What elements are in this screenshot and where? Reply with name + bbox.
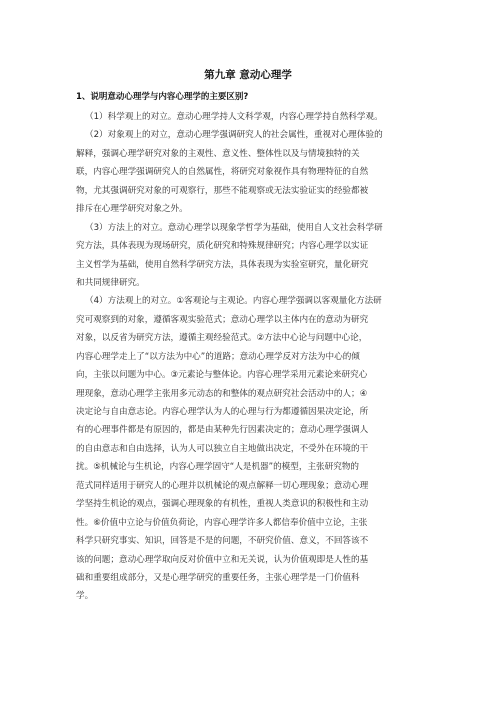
chapter-title: 第九章 意动心理学: [204, 69, 292, 81]
text-line: 决定论与自由意志论。内容心理学认为人的心理与行为都遵循因果决定论，所: [76, 407, 369, 417]
text-line: 科学只研究事实、知识，回答是不是的问题，不研究价值、意义，不回答该不: [76, 536, 369, 547]
text-line: （2）对象观上的对立，意动心理学强调研究人的社会属性，重视对心理体验的: [85, 130, 383, 141]
text-line: 性。⑥价值中立论与价值负荷论，内容心理学许多人都信奉价值中立论，主张: [76, 517, 368, 528]
text-line: （3）方法上的对立。意动心理学以现象学哲学为基础，使用自人文社会科学研: [85, 222, 383, 233]
answer-body: [76, 108, 426, 606]
text-line: 解释，强调心理学研究对象的主观性、意义性、整体性以及与情境独特的关: [76, 148, 360, 159]
text-line: 排斥在心理学研究对象之外。: [76, 204, 188, 215]
text-line: （4）方法观上的对立。①客观论与主观论。内容心理学强调以客观量化方法研: [85, 296, 382, 307]
text-line: 有的心理事件都是有原因的，都是由某种先行因素决定的；意动心理学强调人: [76, 425, 369, 436]
text-line: 联，内容心理学强调研究人的自然属性，将研究对象视作具有物理特征的自然: [76, 167, 369, 178]
text-line: 对象，以反省为研究方法，遵循主观经验范式。②方法中心论与问题中心论，: [76, 333, 368, 344]
text-line: 主义哲学为基础，使用自然科学研究方法，具体表现为实验室研究，量化研究: [76, 259, 369, 270]
text-line: 物，尤其强调研究对象的可观察行，那些不能观察或无法实验证实的经验都被: [76, 185, 369, 196]
text-line: 向，主张以问题为中心。③元素论与整体论。内容心理学采用元素论来研究心: [76, 370, 368, 381]
text-line: 理现象，意动心理学主张用多元动态的和整体的观点研究社会活动中的人；④: [76, 388, 368, 399]
text-line: 究可观察到的对象，遵循客观实验范式；意动心理学以主体内在的意动为研究: [76, 314, 369, 325]
text-line: 学。: [76, 591, 94, 602]
text-line: 内容心理学走上了“以方法为中心”的道路；意动心理学反对方法为中心的倾: [76, 351, 360, 362]
text-line: 和共同规律研究。: [76, 277, 145, 288]
text-line: 学坚持生机论的观点，强调心理现象的有机性，重视人类意识的积极性和主动: [76, 499, 369, 510]
text-line: 究方法，具体表现为现场研究，质化研究和特殊规律研究；内容心理学以实证: [76, 241, 369, 252]
text-line: 的自由意志和自由选择，认为人可以独立自主地做出决定，不受外在环境的干: [76, 443, 369, 454]
text-line: 范式同样适用于研究人的心理并以机械论的观点解释一切心理现象；意动心理: [76, 480, 369, 491]
question-heading: 1、说明意动心理学与内容心理学的主要区别?: [76, 92, 249, 102]
text-line: 扰。⑤机械论与生机论，内容心理学固守“人是机器”的模型，主张研究物的: [76, 462, 360, 473]
text-line: 该的问题；意动心理学取向反对价值中立和无关说，认为价值观即是人性的基: [76, 554, 369, 565]
text-line: （1）科学观上的对立。意动心理学持人文科学观，内容心理学持自然科学观。: [85, 112, 383, 122]
text-line: 础和重要组成部分，又是心理学研究的重要任务，主张心理学是一门价值科: [76, 572, 360, 583]
